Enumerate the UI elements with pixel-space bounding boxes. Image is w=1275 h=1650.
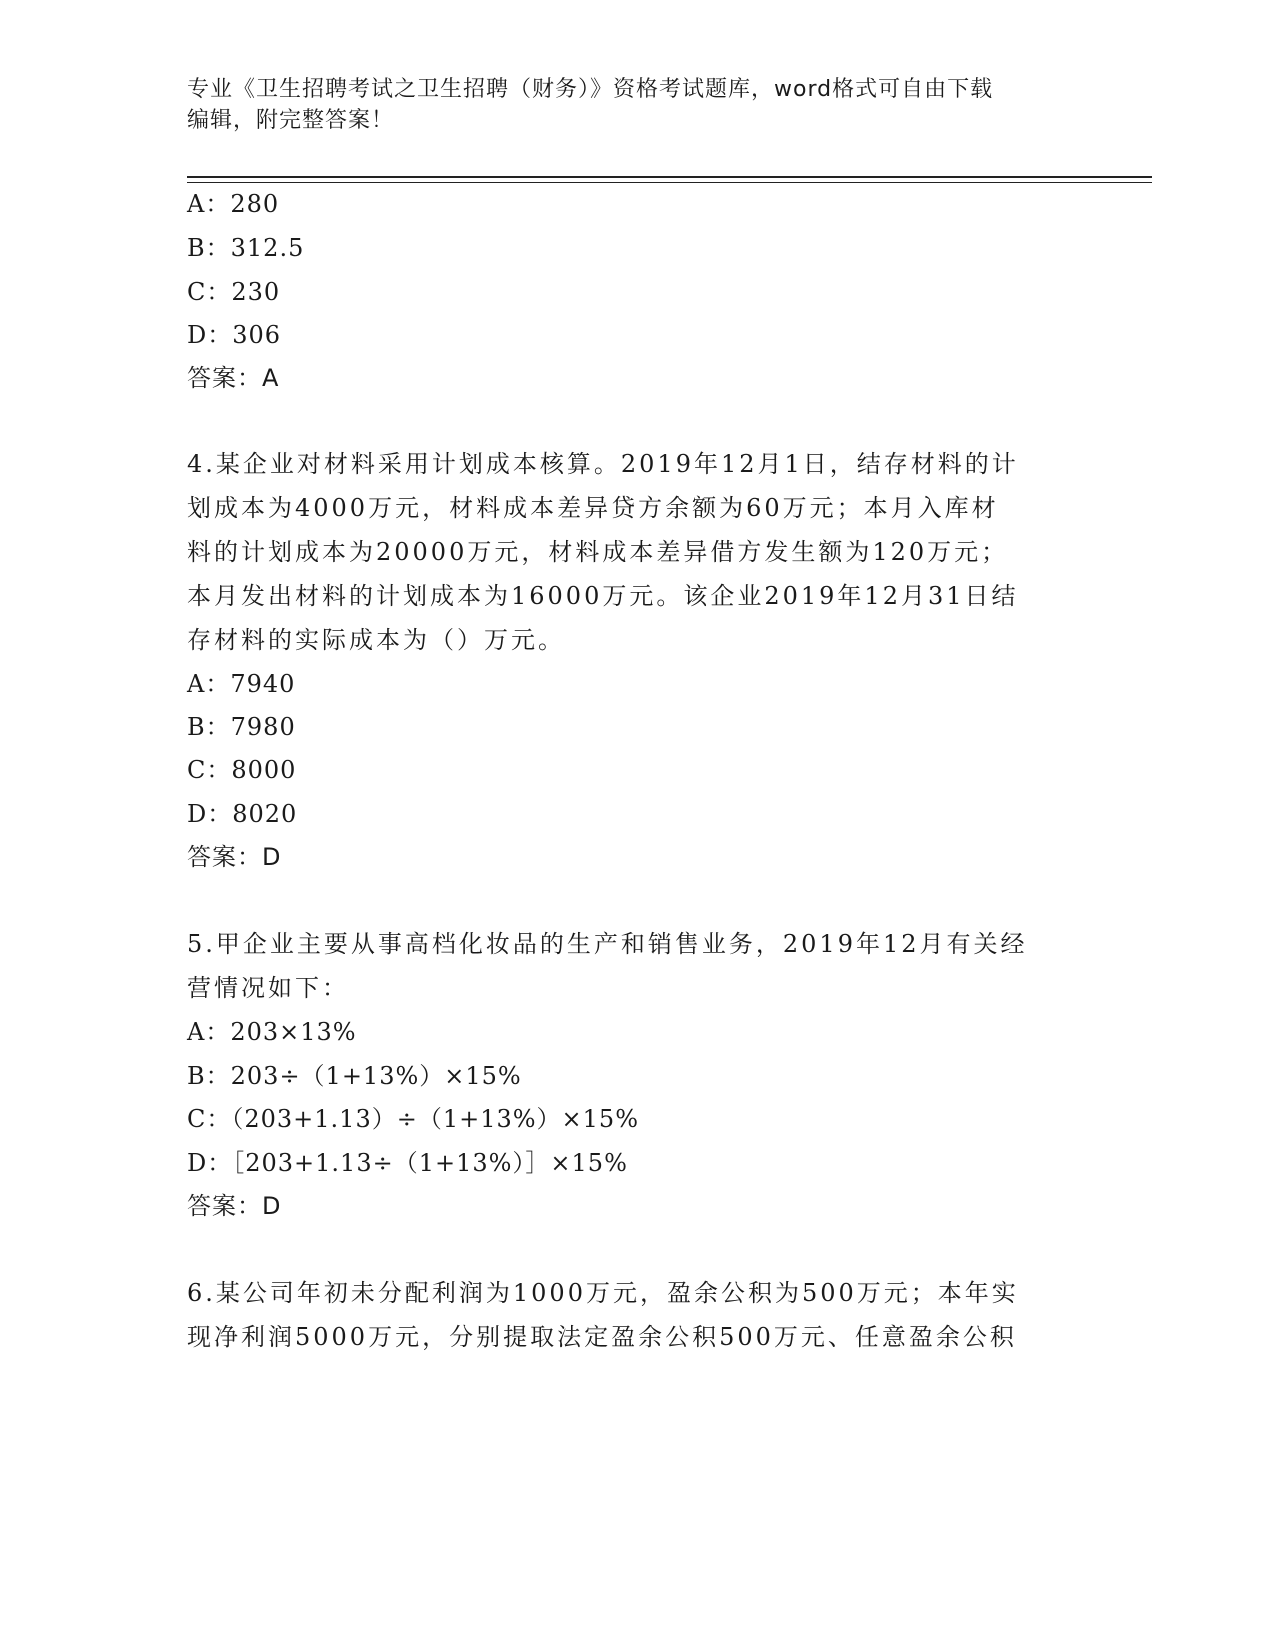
q5-option-c: C：（203+1.13）÷（1+13%）×15% <box>187 1105 640 1133</box>
header-divider-thick <box>187 176 1152 178</box>
q3-answer: 答案：A <box>187 364 280 392</box>
q5-option-b: B：203÷（1+13%）×15% <box>187 1062 522 1090</box>
q4-text-line-3: 料的计划成本为20000万元，材料成本差异借方发生额为120万元； <box>187 538 1009 566</box>
header-line-1: 专业《卫生招聘考试之卫生招聘（财务）》资格考试题库，word格式可自由下载 <box>187 77 994 102</box>
q3-option-b: B：312.5 <box>187 234 305 262</box>
q5-text-line-2: 营情况如下： <box>187 974 349 1002</box>
q4-option-a: A：7940 <box>187 670 296 698</box>
q6-text-line-1: 6.某公司年初未分配利润为1000万元，盈余公积为500万元；本年实 <box>187 1279 1019 1307</box>
header-line-2: 编辑，附完整答案！ <box>187 108 395 133</box>
header-divider-thin <box>187 182 1152 183</box>
q4-text-line-4: 本月发出材料的计划成本为16000万元。该企业2019年12月31日结 <box>187 582 1019 610</box>
q4-option-b: B：7980 <box>187 713 296 741</box>
q6-text-line-2: 现净利润5000万元，分别提取法定盈余公积500万元、任意盈余公积 <box>187 1323 1017 1351</box>
q4-text-line-1: 4.某企业对材料采用计划成本核算。2019年12月1日，结存材料的计 <box>187 450 1019 478</box>
q5-answer: 答案：D <box>187 1192 282 1220</box>
q3-option-d: D：306 <box>187 321 282 349</box>
q4-option-c: C：8000 <box>187 756 297 784</box>
q3-option-c: C：230 <box>187 278 281 306</box>
q4-text-line-5: 存材料的实际成本为（）万元。 <box>187 626 565 654</box>
q4-text-line-2: 划成本为4000万元，材料成本差异贷方余额为60万元；本月入库材 <box>187 494 999 522</box>
q5-option-d: D：［203+1.13÷（1+13%）］×15% <box>187 1149 628 1177</box>
document-header <box>187 74 1067 136</box>
q4-answer: 答案：D <box>187 843 282 871</box>
q3-option-a: A：280 <box>187 190 280 218</box>
q5-text-line-1: 5.甲企业主要从事高档化妆品的生产和销售业务，2019年12月有关经 <box>187 930 1028 958</box>
q5-option-a: A：203×13% <box>187 1018 357 1046</box>
q4-option-d: D：8020 <box>187 800 298 828</box>
